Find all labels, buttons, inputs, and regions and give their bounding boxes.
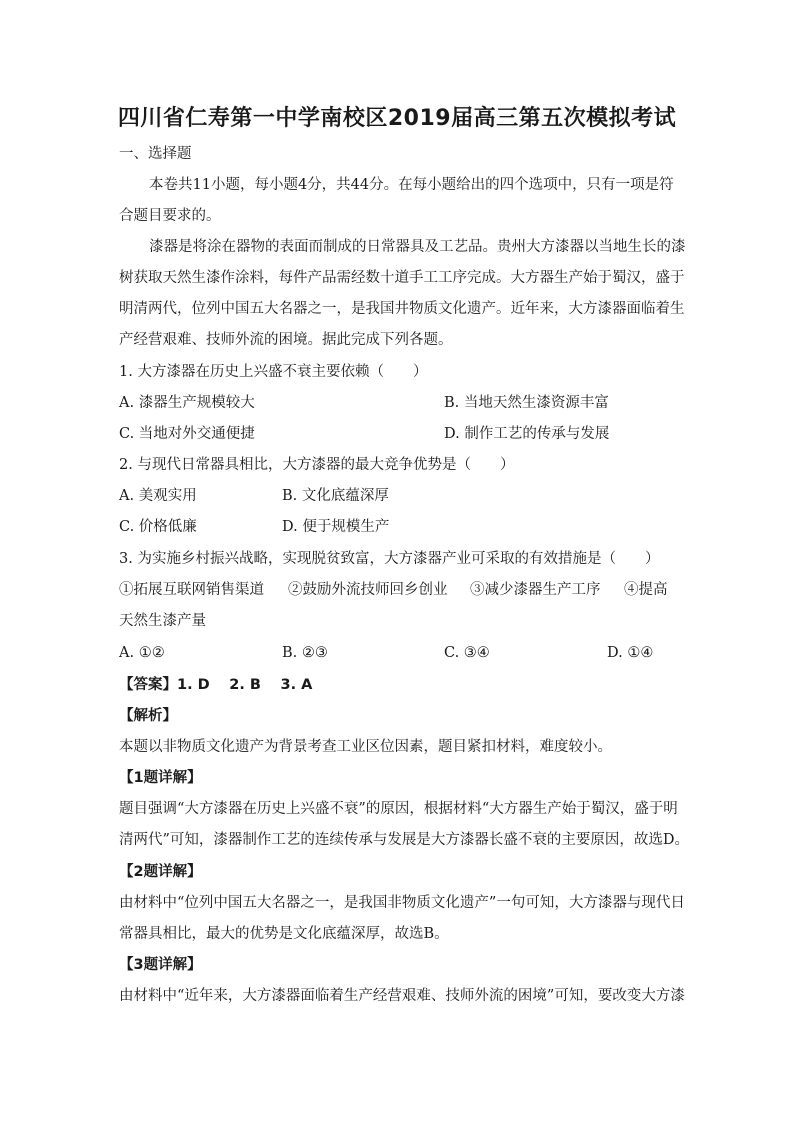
question-3-statement-4: ④提高 xyxy=(624,582,668,598)
instructions-line-2: 合题目要求的。 xyxy=(119,208,221,224)
question-3-option-a: A. ①② xyxy=(119,645,165,661)
question-3-statement-3: ③减少漆器生产工序 xyxy=(470,582,601,598)
detail-1-line-1: 题目强调“大方漆器在历史上兴盛不衰”的原因，根据材料“大方器生产始于蜀汉，盛于明 xyxy=(119,801,678,817)
passage-line-2: 树获取天然生漆作涂料，每件产品需经数十道手工工序完成。大方器生产始于蜀汉，盛于 xyxy=(119,270,685,286)
analysis-text: 本题以非物质文化遗产为背景考查工业区位因素，题目紧扣材料，难度较小。 xyxy=(119,739,612,755)
detail-1-line-2: 清两代”可知，漆器制作工艺的连续传承与发展是大方漆器长盛不衰的主要原因，故选D。 xyxy=(119,832,690,848)
question-2-stem: 2. 与现代日常器具相比，大方漆器的最大竞争优势是（ ） xyxy=(119,457,515,473)
detail-2-line-1: 由材料中“位列中国五大名器之一，是我国非物质文化遗产”一句可知，大方漆器与现代日 xyxy=(119,895,685,911)
question-3-statement-1: ①拓展互联网销售渠道 xyxy=(119,582,264,598)
page-title: 四川省仁寿第一中学南校区2019届高三第五次模拟考试 xyxy=(117,106,677,131)
question-1-stem: 1. 大方漆器在历史上兴盛不衰主要依赖（ ） xyxy=(119,364,428,380)
passage-line-1: 漆器是将涂在器物的表面而制成的日常器具及工艺品。贵州大方漆器以当地生长的漆 xyxy=(149,239,686,255)
question-1-option-a: A. 漆器生产规模较大 xyxy=(119,395,255,411)
question-2-option-c: C. 价格低廉 xyxy=(119,519,197,535)
section-heading: 一、选择题 xyxy=(119,146,192,162)
question-1-option-c: C. 当地对外交通便捷 xyxy=(119,426,255,442)
question-3-statement-2: ②鼓励外流技师回乡创业 xyxy=(288,582,448,598)
question-3-option-b: B. ②③ xyxy=(282,645,328,661)
detail-1-heading: 【1题详解】 xyxy=(119,770,202,786)
instructions-line-1: 本卷共11小题，每小题4分，共44分。在每小题给出的四个选项中，只有一项是符 xyxy=(149,177,674,193)
question-3-option-c: C. ③④ xyxy=(444,645,490,661)
question-3-stem: 3. 为实施乡村振兴战略，实现脱贫致富，大方漆器产业可采取的有效措施是（ ） xyxy=(119,551,660,567)
answer-line: 【答案】1. D 2. B 3. A xyxy=(119,677,313,693)
passage-line-3: 明清两代，位列中国五大名器之一，是我国井物质文化遗产。近年来，大方漆器面临着生 xyxy=(119,301,685,317)
detail-3-heading: 【3题详解】 xyxy=(119,957,202,973)
passage-line-4: 产经营艰难、技师外流的困境。据此完成下列各题。 xyxy=(119,332,453,348)
question-2-option-a: A. 美观实用 xyxy=(119,488,197,504)
question-3-option-d: D. ①④ xyxy=(607,645,654,661)
analysis-heading: 【解析】 xyxy=(119,708,177,724)
detail-3-line-1: 由材料中“近年来，大方漆器面临着生产经营艰难、技师外流的困境”可知，要改变大方漆 xyxy=(119,988,685,1004)
question-2-option-d: D. 便于规模生产 xyxy=(282,519,390,535)
question-2-option-b: B. 文化底蕴深厚 xyxy=(282,488,389,504)
detail-2-heading: 【2题详解】 xyxy=(119,864,202,880)
detail-2-line-2: 常器具相比，最大的优势是文化底蕴深厚，故选B。 xyxy=(119,926,449,942)
question-1-option-b: B. 当地天然生漆资源丰富 xyxy=(444,395,609,411)
question-1-option-d: D. 制作工艺的传承与发展 xyxy=(444,426,610,442)
question-3-statement-cont: 天然生漆产量 xyxy=(119,613,206,629)
